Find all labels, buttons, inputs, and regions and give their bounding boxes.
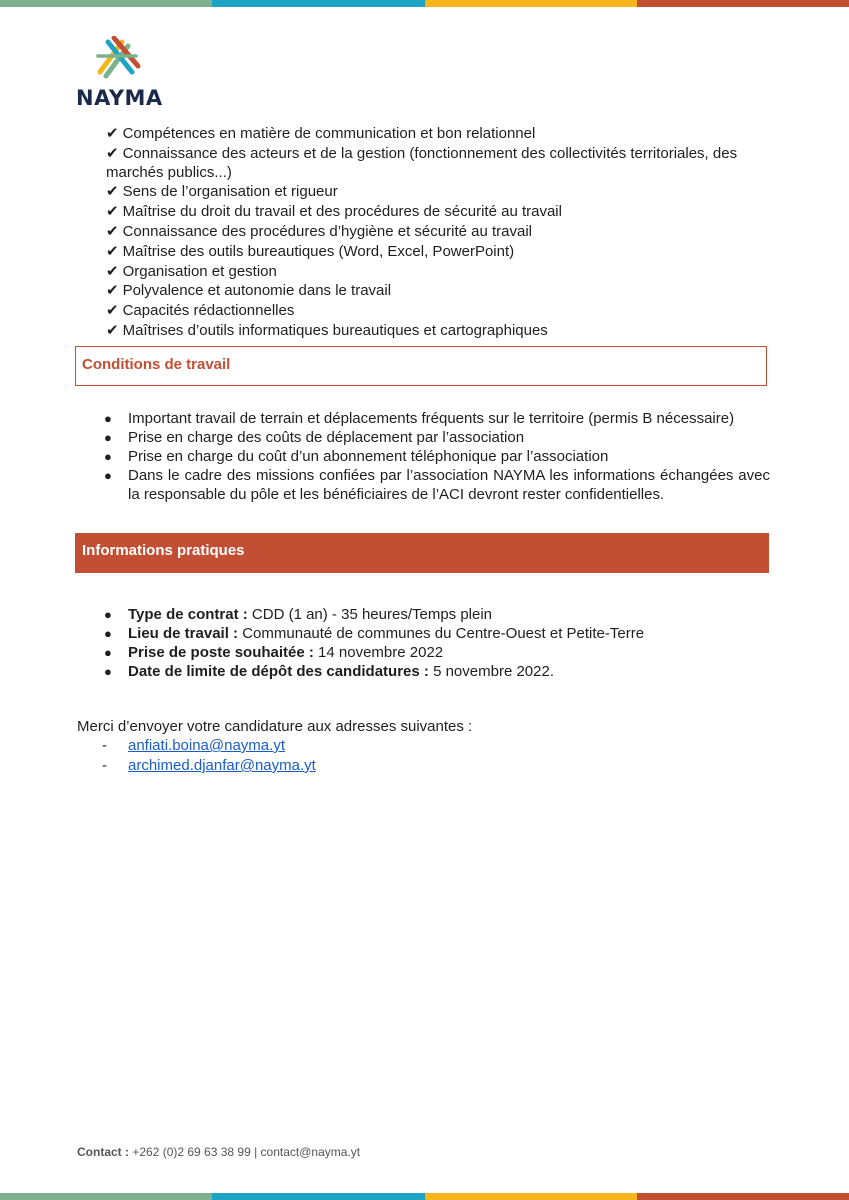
skill-item <box>106 144 766 183</box>
practical-value: Communauté de communes du Centre-Ouest et Petite-Terre <box>238 625 645 642</box>
skill-text: Compétences en matière de communication et bon relationnel <box>122 125 536 142</box>
footer-contact <box>77 1145 360 1159</box>
check-icon: ✔ <box>106 143 119 162</box>
skill-text: Maîtrises d’outils informatiques bureautiques et cartographiques <box>122 321 548 339</box>
condition-text: Prise en charge du coût d’un abonnement téléphonique par l’association <box>128 448 609 465</box>
email-link[interactable]: anfiati.boina@nayma.yt <box>128 737 285 754</box>
footer-text: +262 (0)2 69 63 38 99 | contact@nayma.yt <box>129 1145 361 1159</box>
bullet-icon: ● <box>104 430 112 445</box>
check-icon: ✔ <box>106 182 119 201</box>
skill-text: Connaissance des procédures d’hygiène et sécurité au travail <box>122 222 532 240</box>
skill-item <box>106 262 766 282</box>
footer-label: Contact : <box>77 1145 129 1159</box>
condition-item <box>106 409 770 428</box>
practical-value: CDD (1 an) - 35 heures/Temps plein <box>247 606 493 623</box>
condition-text: Prise en charge des coûts de déplacement par l’association <box>128 429 525 446</box>
stripe-yellow <box>425 1193 637 1200</box>
practical-header-box <box>75 533 769 573</box>
email-item <box>102 756 316 776</box>
stripe-yellow <box>425 0 637 7</box>
bullet-icon: ● <box>104 411 112 426</box>
practical-title: Informations pratiques <box>82 542 245 559</box>
skill-item <box>106 124 766 144</box>
practical-label: Lieu de travail : <box>128 625 239 642</box>
bullet-icon: ● <box>104 468 112 483</box>
bullet-icon: ● <box>104 664 112 679</box>
logo-wordmark: NAYMA <box>76 86 163 110</box>
skill-item <box>106 321 766 341</box>
apply-instructions: Merci d’envoyer votre candidature aux adresses suivantes : <box>77 718 473 735</box>
check-icon: ✔ <box>106 241 119 260</box>
check-icon: ✔ <box>106 202 119 221</box>
check-icon: ✔ <box>106 320 119 339</box>
practical-value: 14 novembre 2022 <box>313 644 444 661</box>
email-dash: - <box>102 737 107 754</box>
skills-checklist <box>106 124 766 341</box>
skill-text: Polyvalence et autonomie dans le travail <box>122 282 392 300</box>
skill-text: Connaissance des acteurs et de la gestion (fonctionnement des collectivités territoriales, des marchés publics...) <box>106 144 738 181</box>
practical-item <box>106 662 770 681</box>
top-color-stripe <box>0 0 849 7</box>
condition-text: Dans le cadre des missions confiées par l’association NAYMA les informations échangées avec la responsable du pôle et les bénéficiaires de l’ACI devront rester confidentielles. <box>128 467 770 503</box>
skill-text: Sens de l’organisation et rigueur <box>122 183 338 201</box>
bullet-icon: ● <box>104 449 112 464</box>
conditions-list <box>106 409 770 504</box>
email-link[interactable]: archimed.djanfar@nayma.yt <box>128 757 316 774</box>
practical-label: Type de contrat : <box>128 606 248 623</box>
stripe-orange <box>637 0 849 7</box>
check-icon: ✔ <box>106 281 119 300</box>
practical-info-list <box>106 605 770 681</box>
check-icon: ✔ <box>106 261 119 280</box>
check-icon: ✔ <box>106 301 119 320</box>
condition-item <box>106 466 770 504</box>
skill-item <box>106 301 766 321</box>
bottom-color-stripe <box>0 1193 849 1200</box>
stripe-green <box>0 0 212 7</box>
email-list <box>102 736 316 776</box>
skill-item <box>106 242 766 262</box>
practical-item <box>106 605 770 624</box>
nayma-logo <box>76 36 166 108</box>
condition-item <box>106 428 770 447</box>
condition-text: Important travail de terrain et déplacements fréquents sur le territoire (permis B nécessaire) <box>128 410 735 427</box>
email-dash: - <box>102 757 107 774</box>
stripe-green <box>0 1193 212 1200</box>
stripe-blue <box>212 1193 424 1200</box>
skill-text: Capacités rédactionnelles <box>122 302 295 320</box>
practical-label: Date de limite de dépôt des candidatures : <box>128 663 429 680</box>
skill-text: Organisation et gestion <box>122 262 277 280</box>
skill-item <box>106 281 766 301</box>
bullet-icon: ● <box>104 645 112 660</box>
practical-value: 5 novembre 2022. <box>428 663 554 680</box>
email-item <box>102 736 316 756</box>
bullet-icon: ● <box>104 626 112 641</box>
skill-item <box>106 222 766 242</box>
stripe-blue <box>212 0 424 7</box>
logo-mark-icon <box>94 36 142 80</box>
check-icon: ✔ <box>106 124 119 142</box>
stripe-orange <box>637 1193 849 1200</box>
skill-item <box>106 202 766 222</box>
condition-item <box>106 447 770 466</box>
conditions-header-box <box>75 346 767 386</box>
check-icon: ✔ <box>106 221 119 240</box>
practical-item <box>106 624 770 643</box>
skill-text: Maîtrise du droit du travail et des procédures de sécurité au travail <box>122 203 562 221</box>
practical-label: Prise de poste souhaitée : <box>128 644 314 661</box>
skill-item <box>106 182 766 202</box>
bullet-icon: ● <box>104 607 112 622</box>
practical-item <box>106 643 770 662</box>
skill-text: Maîtrise des outils bureautiques (Word, Excel, PowerPoint) <box>122 242 515 260</box>
conditions-title: Conditions de travail <box>82 356 231 373</box>
